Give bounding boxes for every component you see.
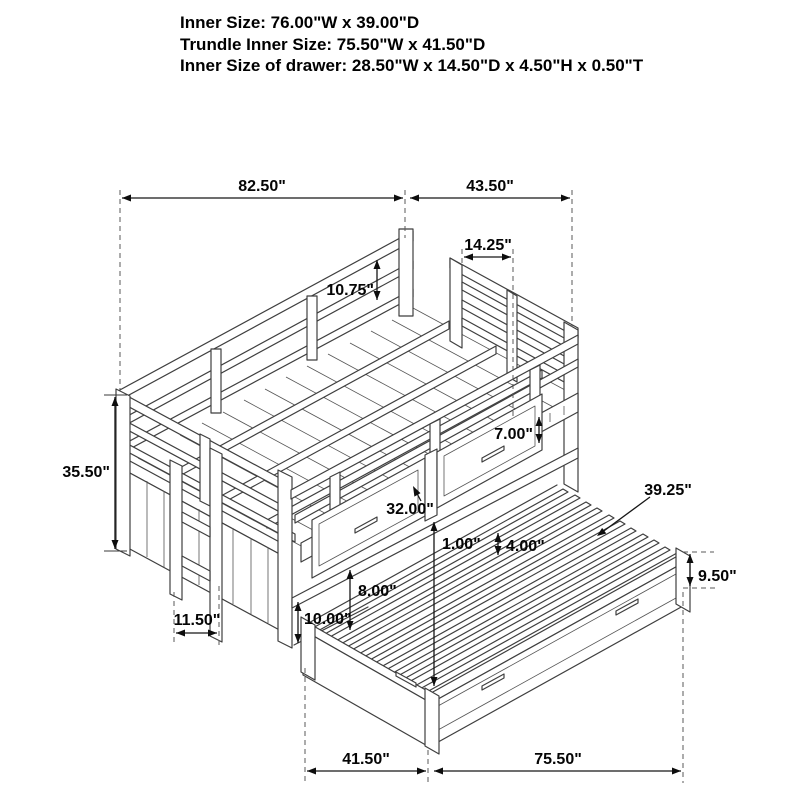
dim-label-ladder-width: 11.50" bbox=[173, 612, 221, 629]
corner-post bbox=[399, 229, 413, 316]
front-left-leg bbox=[278, 470, 292, 648]
arrowhead bbox=[434, 768, 443, 775]
arrowhead bbox=[502, 254, 511, 261]
dim-label-guard-rail-height: 10.75" bbox=[326, 282, 374, 299]
dim-label-overall-height: 35.50" bbox=[62, 464, 110, 481]
trundle-front-left-post bbox=[425, 688, 439, 754]
dim-label-trundle-depth: 41.50" bbox=[342, 751, 390, 768]
back-left-leg bbox=[116, 389, 130, 556]
summary-inner-size: Inner Size: 76.00"W x 39.00"D bbox=[180, 13, 420, 32]
summary-trundle-inner-size: Trundle Inner Size: 75.50"W x 41.50"D bbox=[180, 35, 486, 54]
arrowhead bbox=[307, 768, 316, 775]
arrowhead bbox=[417, 768, 426, 775]
arrowhead bbox=[464, 254, 473, 261]
dim-trundle-height bbox=[683, 552, 737, 783]
dim-label-footboard-inset: 14.25" bbox=[464, 237, 512, 254]
dim-label-gap-clearance: 1.00" bbox=[442, 536, 481, 553]
arrowhead bbox=[122, 195, 131, 202]
dim-label-trundle-length: 75.50" bbox=[534, 751, 582, 768]
summary-drawer-inner-size: Inner Size of drawer: 28.50"W x 14.50"D x 4.50"H x 0.50"T bbox=[180, 56, 644, 75]
dim-label-under-bed-clearance: 10.00" bbox=[304, 611, 352, 628]
arrowhead bbox=[410, 195, 419, 202]
dim-label-trundle-height: 9.50" bbox=[698, 568, 737, 585]
dim-trundle-length bbox=[434, 751, 681, 775]
arrowhead bbox=[176, 630, 185, 637]
dim-label-trundle-inner-depth: 39.25" bbox=[644, 482, 692, 499]
ladder-left-rail bbox=[170, 460, 182, 600]
arrowhead bbox=[394, 195, 403, 202]
dim-label-slat-width: 4.00" bbox=[506, 538, 545, 555]
dim-label-drawer-front-height: 7.00" bbox=[494, 426, 533, 443]
dim-label-overall-depth: 43.50" bbox=[466, 178, 514, 195]
dim-label-overall-width: 82.50" bbox=[238, 178, 286, 195]
size-summary bbox=[180, 13, 644, 75]
arrowhead bbox=[374, 291, 381, 300]
dim-label-under-bed-clearance-mid: 8.00" bbox=[358, 583, 397, 600]
arrowhead bbox=[672, 768, 681, 775]
dim-label-drawer-width: 32.00" bbox=[386, 501, 434, 518]
arrowhead bbox=[561, 195, 570, 202]
